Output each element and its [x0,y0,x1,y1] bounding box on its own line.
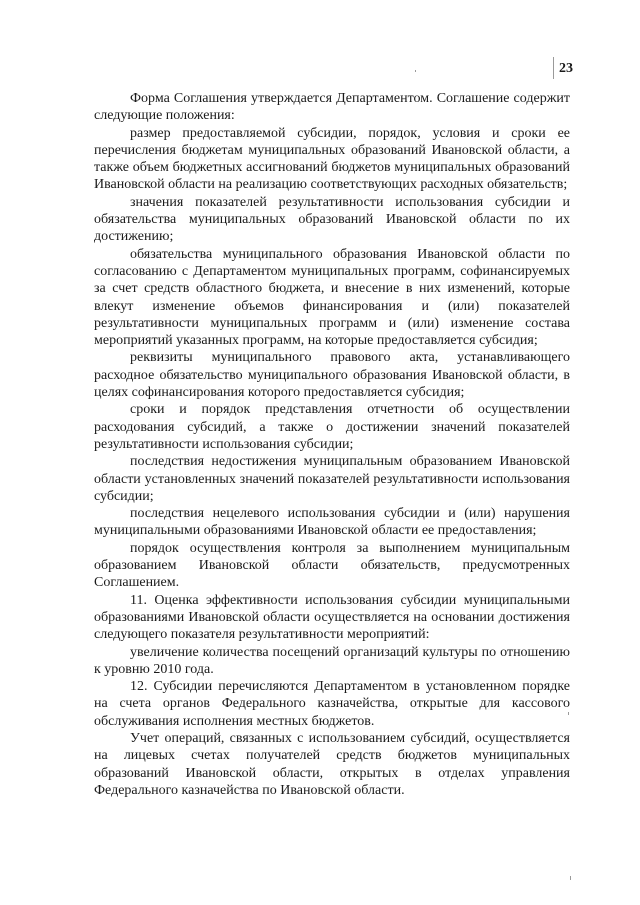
page-number: 23 [559,61,573,76]
paragraph: увеличение количества посещений организаций культуры по отношению к уровню 2010 года. [94,644,570,677]
paragraph: Форма Соглашения утверждается Департаментом. Соглашение содержит следующие положения: [94,91,570,124]
paragraph: последствия недостижения муниципальным образованием Ивановской области установленных значений показателей результативности использования субсидии; [94,454,570,504]
paragraph: порядок осуществления контроля за выполнением муниципальным образованием Ивановской области обязательств, предусмотренных Соглашением. [94,540,570,591]
paragraph: 11. Оценка эффективности использования субсидии муниципальными образованиями Ивановской области осуществляется на основании достижения следующего показателя результативности мероприятий: [94,592,570,643]
paragraph: размер предоставляемой субсидии, порядок, условия и сроки ее перечисления бюджетам муниципальных образований Ивановской области, а также объем бюджетных ассигнований бюджетов муниципальных образований Ивановской области на реализацию соответствующих расходных обязательств; [94,125,570,193]
paragraph: значения показателей результативности использования субсидии и обязательства муниципальных образований Ивановской области по их достижению; [94,194,570,245]
paragraph: реквизиты муниципального правового акта, устанавливающего расходное обязательство муниципального образования Ивановской области, в целях софинансирования которого предоставляется субсидия; [94,350,570,401]
scan-speck [553,57,554,79]
paragraph: сроки и порядок представления отчетности об осуществлении расходования субсидий, а также о достижении значений показателей результативности использования субсидии; [94,402,570,452]
document-body [94,90,570,799]
paragraph: обязательства муниципального образования Ивановской области по согласованию с Департаментом муниципальных программ, софинансируемых за счет средств областного бюджета, и внесение в них изменений, которые влекут изменение объемов финансирования и (или) показателей результативности муниципальных программ и (или) изменение состава мероприятий указанных программ, на которые предоставляется субсидия; [94,246,570,349]
paragraph: Учет операций, связанных с использованием субсидий, осуществляется на лицевых счетах получателей средств бюджетов муниципальных образований Ивановской области, открытых в отделах управления Федерального казначейства по Ивановской области. [94,730,570,798]
scan-speck [415,70,416,72]
scan-speck [570,876,571,880]
paragraph: 12. Субсидии перечисляются Департаментом в установленном порядке на счета органов Федерального казначейства, открытые для кассового обслуживания исполнения местных бюджетов. [94,679,570,729]
paragraph: последствия нецелевого использования субсидии и (или) нарушения муниципальными образованиями Ивановской области ее предоставления; [94,506,570,539]
